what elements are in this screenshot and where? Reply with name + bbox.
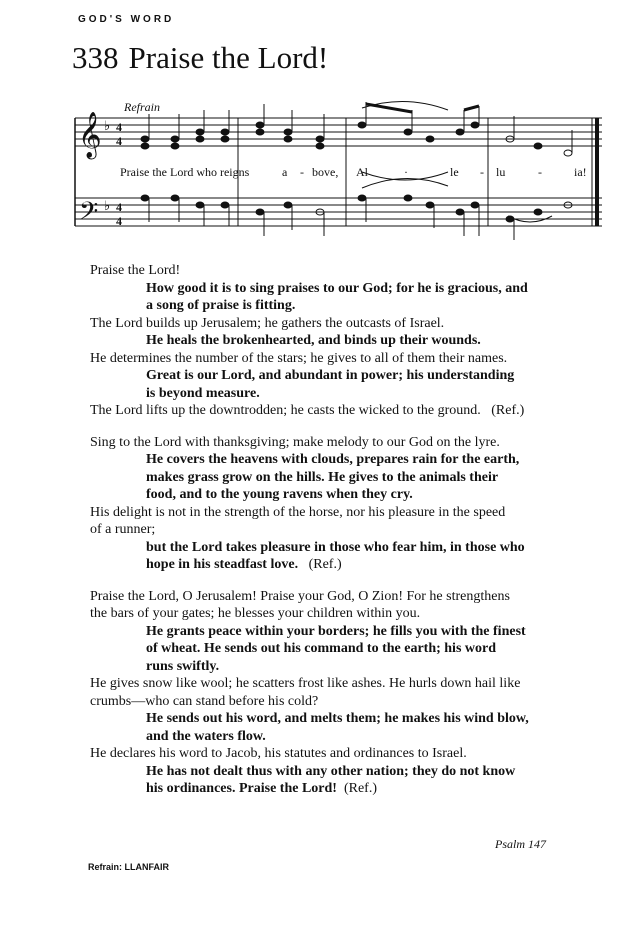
leader-line: He determines the number of the stars; he gives to all of them their names. xyxy=(90,350,508,366)
leader-line: the bars of your gates; he blesses your children within you. xyxy=(90,606,421,621)
svg-text:♭: ♭ xyxy=(104,199,111,214)
lyric-syllable: - xyxy=(538,165,542,179)
leader-line: He declares his word to Jacob, his statutes and ordinances to Israel. xyxy=(90,746,467,761)
lyric-syllable: Praise the Lord who reigns xyxy=(120,165,250,179)
response-line: makes grass grow on the hills. He gives to the animals their xyxy=(146,469,499,485)
leader-line: His delight is not in the strength of the horse, nor his pleasure in the speed xyxy=(90,504,506,520)
response-line: a song of praise is fitting. xyxy=(146,298,296,313)
leader-line: He gives snow like wool; he scatters frost like ashes. He hurls down hail like xyxy=(90,676,521,691)
response-line: and the waters flow. xyxy=(146,728,266,744)
leader-line: Praise the Lord, O Jerusalem! Praise your God, O Zion! For he strengthens xyxy=(90,588,510,604)
response-line: but the Lord takes pleasure in those who fear him, in those who xyxy=(146,539,525,555)
svg-text:𝄢: 𝄢 xyxy=(79,197,99,232)
lyric-syllable: · xyxy=(404,165,408,179)
leader-line xyxy=(90,402,570,420)
response-text: his ordinances. Praise the Lord! xyxy=(146,781,337,796)
lyric-syllable: - xyxy=(300,165,304,179)
lyric-syllable: bove, xyxy=(312,165,339,179)
lyric-syllable: Al xyxy=(356,165,368,179)
lyric-syllable: - xyxy=(480,165,484,179)
psalm-text xyxy=(90,262,570,798)
response-line: He grants peace within your borders; he fills you with the finest xyxy=(146,623,526,639)
leader-text: The Lord lifts up the downtrodden; he casts the wicked to the ground. xyxy=(90,403,481,418)
svg-text:4: 4 xyxy=(116,134,122,148)
section-header: GOD'S WORD xyxy=(78,14,175,25)
leader-line: crumbs—who can stand before his cold? xyxy=(90,693,319,709)
leader-line: Praise the Lord! xyxy=(90,263,181,278)
refrain-marker: (Ref.) xyxy=(491,403,525,418)
response-line: He covers the heavens with clouds, prepares rain for the earth, xyxy=(146,452,520,467)
response-line: of wheat. He sends out his command to the earth; his word xyxy=(146,641,496,656)
page-title xyxy=(72,40,328,76)
response-line: He sends out his word, and melts them; he makes his wind blow, xyxy=(146,711,529,726)
response-line xyxy=(90,780,570,798)
psalm-reference: Psalm 147 xyxy=(495,837,546,851)
lyric-syllable: ia! xyxy=(574,165,587,179)
response-line: food, and to the young ravens when they cry. xyxy=(146,487,413,502)
tune-name: Refrain: LLANFAIR xyxy=(88,862,169,872)
hymn-number: 338 xyxy=(72,40,119,75)
response-line: Great is our Lord, and abundant in power; his understanding xyxy=(146,368,515,383)
leader-line: of a runner; xyxy=(90,522,156,537)
refrain-marker: (Ref.) xyxy=(343,781,377,796)
refrain-marker: (Ref.) xyxy=(308,557,342,572)
response-line: He heals the brokenhearted, and binds up their wounds. xyxy=(146,333,481,348)
refrain-label: Refrain xyxy=(124,100,160,114)
lyric-syllable: le xyxy=(450,165,459,179)
leader-line: Sing to the Lord with thanksgiving; make melody to our God on the lyre. xyxy=(90,434,500,450)
svg-text:4: 4 xyxy=(116,200,122,214)
svg-text:4: 4 xyxy=(116,120,122,134)
svg-text:♭: ♭ xyxy=(104,119,111,134)
response-text: hope in his steadfast love. xyxy=(146,557,299,572)
svg-text:𝄞: 𝄞 xyxy=(78,112,102,158)
svg-text:4: 4 xyxy=(116,214,122,228)
response-line: How good it is to sing praises to our God; for he is gracious, and xyxy=(146,280,528,296)
response-line xyxy=(90,556,570,574)
response-line: runs swiftly. xyxy=(146,658,220,674)
response-line: is beyond measure. xyxy=(146,385,260,401)
lyric-syllable: a xyxy=(282,165,288,179)
hymn-title: Praise the Lord! xyxy=(128,40,329,75)
lyric-syllable: lu xyxy=(496,165,506,179)
response-line: He has not dealt thus with any other nation; they do not know xyxy=(146,763,516,779)
leader-line: The Lord builds up Jerusalem; he gathers the outcasts of Israel. xyxy=(90,315,445,331)
